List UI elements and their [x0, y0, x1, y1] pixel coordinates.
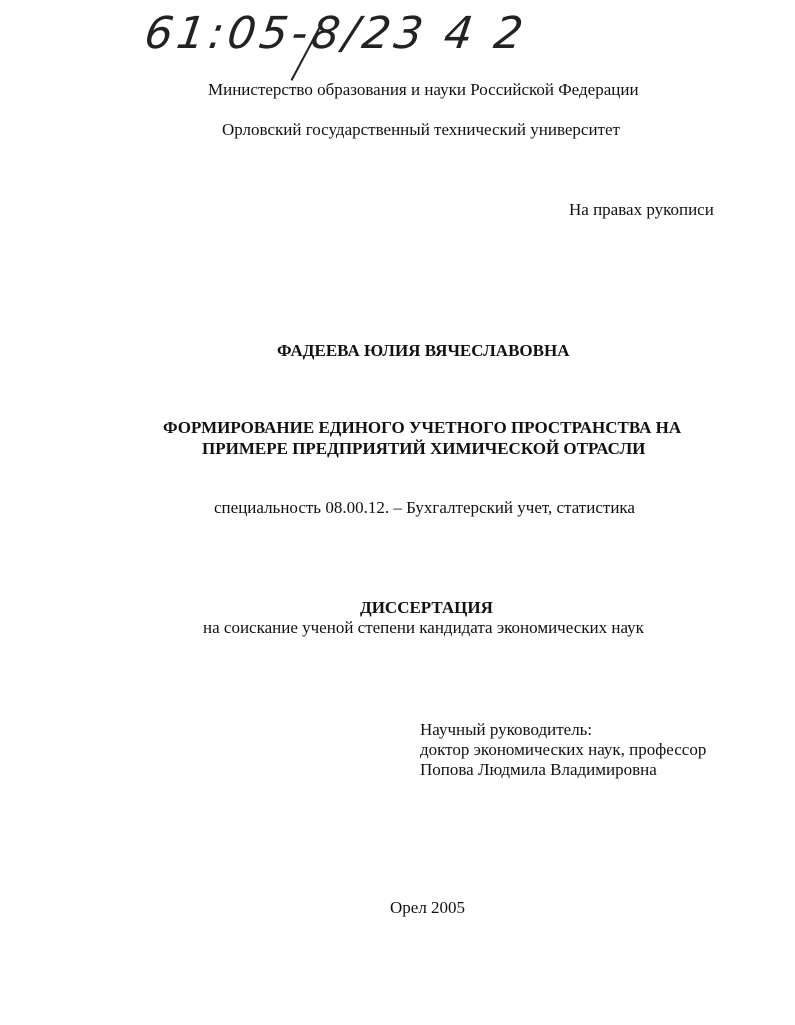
handwritten-catalog-code: 61:05-8/23 4 2 [141, 8, 531, 59]
degree-sought: на соискание ученой степени кандидата экономических наук [203, 618, 644, 637]
document-type: ДИССЕРТАЦИЯ [360, 598, 493, 617]
specialty: специальность 08.00.12. – Бухгалтерский учет, статистика [214, 498, 635, 517]
advisor-label: Научный руководитель: [420, 720, 593, 739]
place-year: Орел 2005 [390, 898, 466, 917]
dissertation-title-line-1: ФОРМИРОВАНИЕ ЕДИНОГО УЧЕТНОГО ПРОСТРАНСТВА НА [163, 418, 682, 437]
advisor-degree: доктор экономических наук, профессор [420, 740, 707, 759]
author-name: ФАДЕЕВА ЮЛИЯ ВЯЧЕСЛАВОВНА [277, 341, 570, 360]
university-name: Орловский государственный технический университет [222, 120, 620, 139]
ministry-name: Министерство образования и науки Российской Федерации [208, 80, 639, 99]
dissertation-title-line-2: ПРИМЕРЕ ПРЕДПРИЯТИЙ ХИМИЧЕСКОЙ ОТРАСЛИ [202, 439, 646, 458]
manuscript-rights-note: На правах рукописи [569, 200, 714, 219]
advisor-name: Попова Людмила Владимировна [420, 760, 657, 779]
